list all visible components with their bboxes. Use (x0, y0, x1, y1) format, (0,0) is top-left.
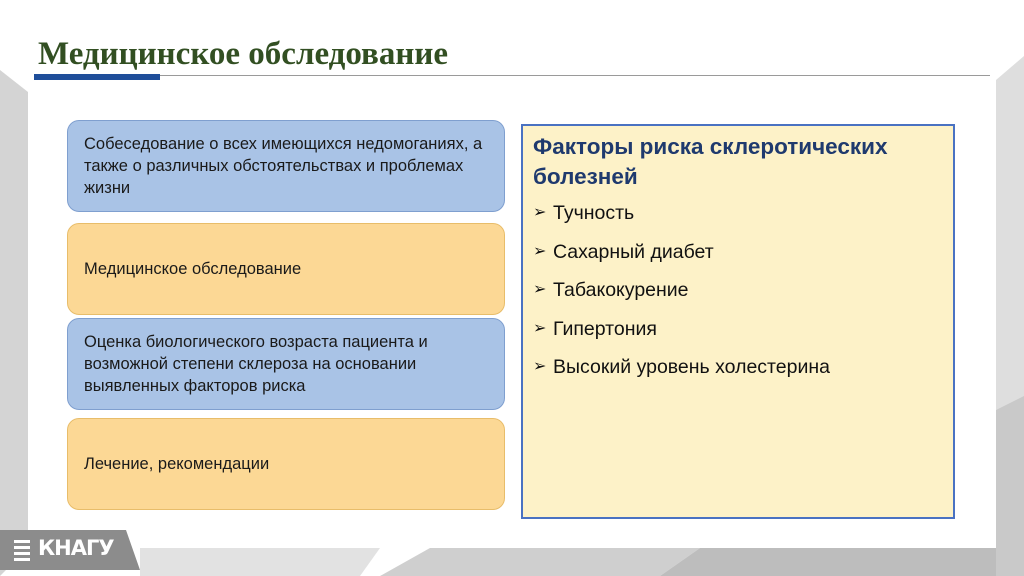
risk-factor-text: Высокий уровень холестерина (553, 356, 830, 379)
list-item (533, 316, 943, 342)
risk-factor-text: Сахарный диабет (553, 240, 714, 263)
step-text: Собеседование о всех имеющихся недомоганиях, а также о различных обстоятельствах и проблемах жизни (84, 135, 483, 197)
step-assessment (67, 318, 505, 410)
step-text: Оценка биологического возраста пациента и возможной степени склероза на основании выявленных факторов риска (84, 333, 428, 395)
logo-text: КНАГУ (38, 536, 114, 560)
risk-factor-text: Табакокурение (553, 279, 689, 302)
list-item (533, 354, 943, 380)
step-treatment (67, 418, 505, 510)
step-text: Медицинское обследование (84, 260, 302, 278)
risk-factor-text: Тучность (553, 202, 635, 224)
list-item (533, 239, 943, 265)
list-item (533, 277, 943, 303)
step-text: Лечение, рекомендации (84, 455, 270, 473)
arrow-bullet-icon: ➢ (533, 358, 547, 376)
arrow-bullet-icon: ➢ (533, 242, 547, 260)
title-accent-bar (34, 74, 160, 80)
risk-factors-panel (521, 124, 955, 519)
risk-factor-text: Гипертония (553, 317, 657, 340)
arrow-bullet-icon: ➢ (533, 281, 547, 299)
risk-factors-title: Факторы риска склеротических болезней (533, 134, 888, 189)
arrow-bullet-icon: ➢ (533, 319, 547, 337)
page-title: Медицинское обследование (38, 36, 449, 72)
arrow-bullet-icon: ➢ (533, 204, 547, 221)
step-interview (67, 120, 505, 212)
list-item (533, 200, 943, 226)
risk-factors-list (533, 200, 943, 380)
title-divider (158, 75, 990, 76)
step-examination (67, 223, 505, 315)
